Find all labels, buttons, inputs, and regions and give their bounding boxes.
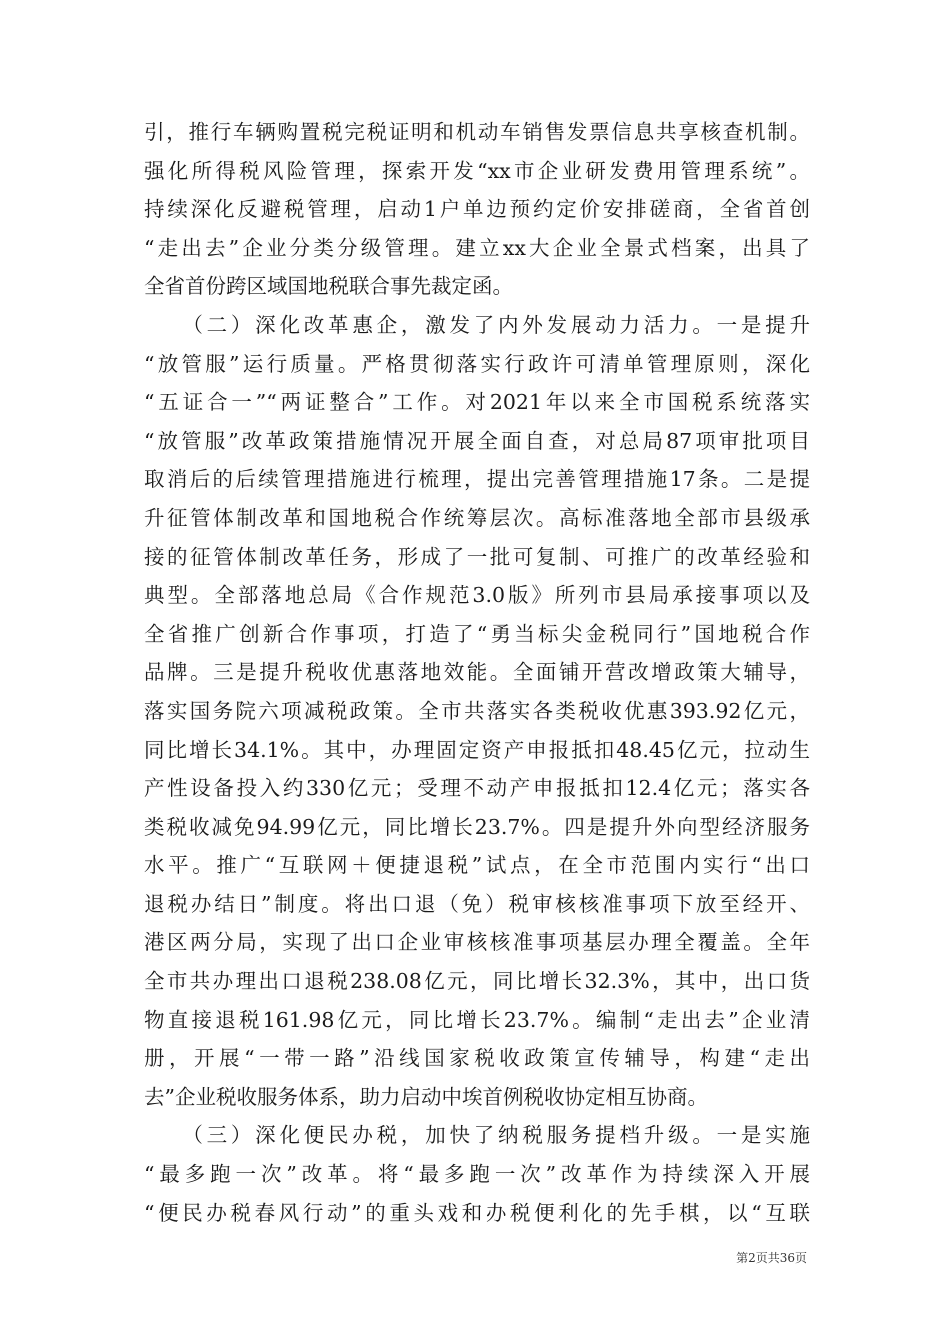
text-line: 产性设备投入约330亿元；受理不动产申报抵扣12.4亿元；落实各 [144, 776, 810, 801]
text-line: 同比增长34.1%。其中，办理固定资产申报抵扣48.45亿元，拉动生 [144, 737, 810, 762]
text-line: 册，开展“一带一路”沿线国家税收政策宣传辅导，构建“走出 [144, 1046, 810, 1071]
text-line: “放管服”改革政策措施情况开展全面自查，对总局87项审批项目 [144, 428, 810, 453]
text-line: 品牌。三是提升税收优惠落地效能。全面铺开营改增政策大辅导， [144, 660, 810, 685]
text-line: 去”企业税收服务体系，助力启动中埃首例税收协定相互协商。 [144, 1084, 708, 1109]
document-body [144, 113, 810, 1232]
page-number: 第2页共36页 [736, 1251, 807, 1265]
text-line: 引，推行车辆购置税完税证明和机动车销售发票信息共享核查机制。 [144, 120, 810, 144]
text-line: “最多跑一次”改革。将“最多跑一次”改革作为持续深入开展 [144, 1162, 810, 1187]
text-line: 持续深化反避税管理，启动1户单边预约定价安排磋商，全省首创 [144, 197, 810, 222]
text-line: 升征管体制改革和国地税合作统筹层次。高标准落地全部市县级承 [144, 505, 810, 530]
text-line: “五证合一”“两证整合”工作。对2021年以来全市国税系统落实 [144, 390, 810, 415]
text-line: 全市共办理出口退税238.08亿元，同比增长32.3%，其中，出口货 [144, 969, 810, 994]
text-line: 接的征管体制改革任务，形成了一批可复制、可推广的改革经验和 [144, 544, 810, 569]
text-line: 落实国务院六项减税政策。全市共落实各类税收优惠393.92亿元， [144, 698, 810, 723]
text-line: 物直接退税161.98亿元，同比增长23.7%。编制“走出去”企业清 [144, 1007, 810, 1032]
text-line: 取消后的后续管理措施进行梳理，提出完善管理措施17条。二是提 [144, 467, 810, 492]
text-line: 全省推广创新合作事项，打造了“勇当标尖金税同行”国地税合作 [144, 621, 810, 646]
text-line: “走出去”企业分类分级管理。建立xx大企业全景式档案，出具了 [144, 235, 810, 260]
text-line: 典型。全部落地总局《合作规范3.0版》所列市县局承接事项以及 [144, 583, 810, 608]
text-line: 类税收减免94.99亿元，同比增长23.7%。四是提升外向型经济服务 [144, 814, 810, 839]
text-line: “便民办税春风行动”的重头戏和办税便利化的先手棋，以“互联 [144, 1200, 810, 1225]
text-line: 退税办结日”制度。将出口退（免）税审核核准事项下放至经开、 [144, 891, 810, 916]
text-line: 水平。推广“互联网＋便捷退税”试点，在全市范围内实行“出口 [144, 853, 810, 878]
text-line: 港区两分局，实现了出口企业审核核准事项基层办理全覆盖。全年 [144, 930, 810, 955]
text-line: （二）深化改革惠企，激发了内外发展动力活力。一是提升 [144, 312, 810, 337]
text-line: 强化所得税风险管理，探索开发“xx市企业研发费用管理系统”。 [144, 158, 810, 183]
text-line: “放管服”运行质量。严格贯彻落实行政许可清单管理原则，深化 [144, 351, 810, 376]
text-line: （三）深化便民办税，加快了纳税服务提档升级。一是实施 [144, 1123, 810, 1148]
text-line: 全省首份跨区域国地税联合事先裁定函。 [144, 274, 513, 299]
